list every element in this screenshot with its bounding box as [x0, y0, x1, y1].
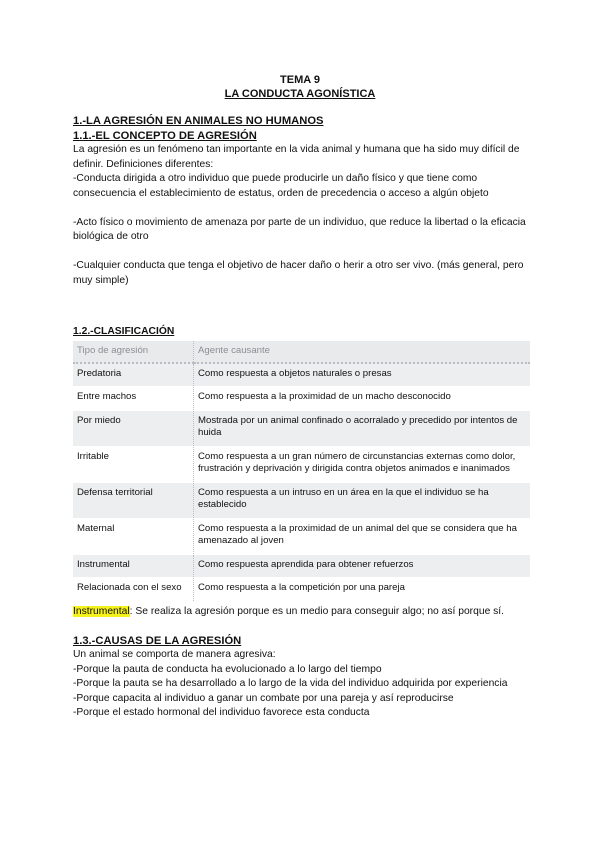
subsection-heading: 1.2.-CLASIFICACIÓN — [73, 325, 175, 337]
document-body — [73, 114, 533, 721]
table-row — [73, 482, 530, 518]
table-row — [73, 410, 530, 446]
table-cell: Como respuesta a un gran número de circunstancias externas como dolor, frustración y deprivación y dirigida contra objetos animados e inanimados — [194, 446, 531, 482]
table-cell: Mostrada por un animal confinado o acorralado y precedido por intentos de huida — [194, 410, 531, 446]
definition-item: -Cualquier conducta que tenga el objetivo de hacer daño o herir a otro ser vivo. (más general, pero muy simple) — [73, 260, 524, 286]
table-cell: Como respuesta a objetos naturales o presas — [194, 363, 531, 387]
instrumental-note — [73, 605, 533, 620]
table-header-row — [73, 341, 530, 363]
column-header: Tipo de agresión — [73, 341, 194, 363]
table-cell: Como respuesta a un intruso en un área en la que el individuo se ha establecido — [194, 482, 531, 518]
subsection-heading: 1.1.-EL CONCEPTO DE AGRESIÓN — [73, 129, 257, 142]
subsection-heading: 1.3.-CAUSAS DE LA AGRESIÓN — [73, 634, 242, 647]
topic-number: TEMA 9 — [280, 74, 320, 86]
table-cell: Irritable — [73, 446, 194, 482]
note-text: : Se realiza la agresión porque es un medio para conseguir algo; no así porque sí. — [129, 605, 505, 617]
cause-item: -Porque capacita al individuo a ganar un combate por una pareja y así reproducirse — [73, 692, 454, 704]
table-row — [73, 518, 530, 554]
page-title: LA CONDUCTA AGONÍSTICA — [224, 88, 376, 100]
table-row — [73, 554, 530, 578]
table-cell: Instrumental — [73, 554, 194, 578]
definition-item: -Conducta dirigida a otro individuo que puede producirle un daño físico y que tiene como consecuencia el establecimiento de estatus, orden de precedencia o acceso a algún objeto — [73, 173, 489, 199]
highlighted-term: Instrumental — [73, 605, 130, 617]
table-cell: Como respuesta a la proximidad de un animal del que se considera que ha amenazado al joven — [194, 518, 531, 554]
table-row — [73, 387, 530, 411]
table-cell: Maternal — [73, 518, 194, 554]
table-cell: Defensa territorial — [73, 482, 194, 518]
table-cell: Como respuesta a la competición por una pareja — [194, 578, 531, 602]
table-cell: Entre machos — [73, 387, 194, 411]
cause-item: -Porque el estado hormonal del individuo favorece esta conducta — [73, 707, 370, 718]
table-cell: Como respuesta aprendida para obtener refuerzos — [194, 554, 531, 578]
table-cell: Como respuesta a la proximidad de un macho desconocido — [194, 387, 531, 411]
table-cell: Relacionada con el sexo — [73, 578, 194, 602]
table-row — [73, 578, 530, 602]
classification-table — [73, 341, 530, 602]
paragraph: Un animal se comporta de manera agresiva: — [73, 649, 276, 660]
table-row — [73, 363, 530, 387]
cause-item: -Porque la pauta se ha desarrollado a lo largo de la vida del individuo adquirida por experiencia — [73, 678, 508, 689]
table-row — [73, 446, 530, 482]
table-cell: Por miedo — [73, 410, 194, 446]
section-heading: 1.-LA AGRESIÓN EN ANIMALES NO HUMANOS — [73, 115, 324, 127]
paragraph: La agresión es un fenómeno tan importante en la vida animal y humana que ha sido muy difícil de definir. Definiciones diferentes: — [73, 144, 520, 170]
column-header: Agente causante — [194, 341, 531, 363]
table-cell: Predatoria — [73, 363, 194, 387]
definition-item: -Acto físico o movimiento de amenaza por parte de un individuo, que reduce la libertad o la eficacia biológica de otro — [73, 216, 526, 242]
cause-item: -Porque la pauta de conducta ha evolucionado a lo largo del tiempo — [73, 663, 382, 675]
